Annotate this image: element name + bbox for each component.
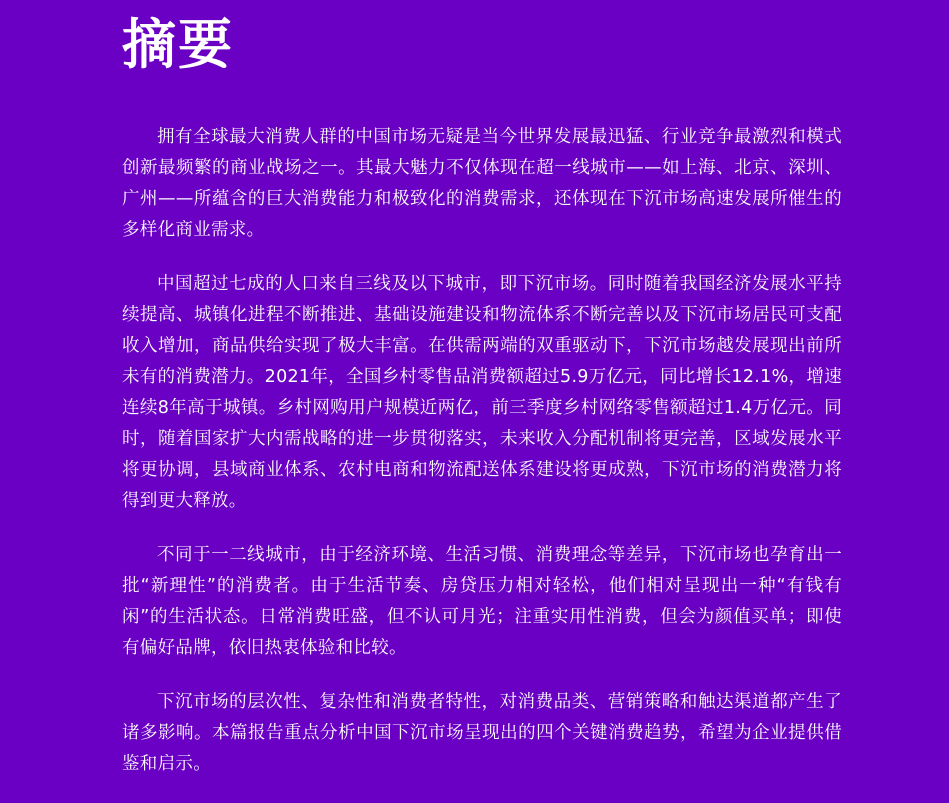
- abstract-paragraph-4: 下沉市场的层次性、复杂性和消费者特性，对消费品类、营销策略和触达渠道都产生了诸多影响。本篇报告重点分析中国下沉市场呈现出的四个关键消费趋势，希望为企业提供借鉴和启示。: [122, 692, 842, 774]
- page-title: 摘要: [122, 13, 234, 76]
- abstract-paragraph-2: 中国超过七成的人口来自三线及以下城市，即下沉市场。同时随着我国经济发展水平持续提高、城镇化进程不断推进、基础设施建设和物流体系不断完善以及下沉市场居民可支配收入增加，商品供给实现了极大丰富。在供需两端的双重驱动下，下沉市场越发展现出前所未有的消费潜力。2021年，全国乡村零售品消费额超过5.9万亿元，同比增长12.1%，增速连续8年高于城镇。乡村网购用户规模近两亿，前三季度乡村网络零售额超过1.4万亿元。同时，随着国家扩大内需战略的进一步贯彻落实，未来收入分配机制将更完善，区域发展水平将更协调，县域商业体系、农村电商和物流配送体系建设将更成熟，下沉市场的消费潜力将得到更大释放。: [122, 274, 842, 511]
- abstract-paragraph-1: 拥有全球最大消费人群的中国市场无疑是当今世界发展最迅猛、行业竞争最激烈和模式创新最频繁的商业战场之一。其最大魅力不仅体现在超一线城市——如上海、北京、深圳、广州——所蕴含的巨大消费能力和极致化的消费需求，还体现在下沉市场高速发展所催生的多样化商业需求。: [122, 127, 842, 240]
- abstract-body: [122, 122, 842, 803]
- abstract-paragraph-3: 不同于一二线城市，由于经济环境、生活习惯、消费理念等差异，下沉市场也孕育出一批“新理性”的消费者。由于生活节奏、房贷压力相对轻松，他们相对呈现出一种“有钱有闲”的生活状态。日常消费旺盛，但不认可月光；注重实用性消费，但会为颜值买单；即使有偏好品牌，依旧热衷体验和比较。: [122, 545, 842, 658]
